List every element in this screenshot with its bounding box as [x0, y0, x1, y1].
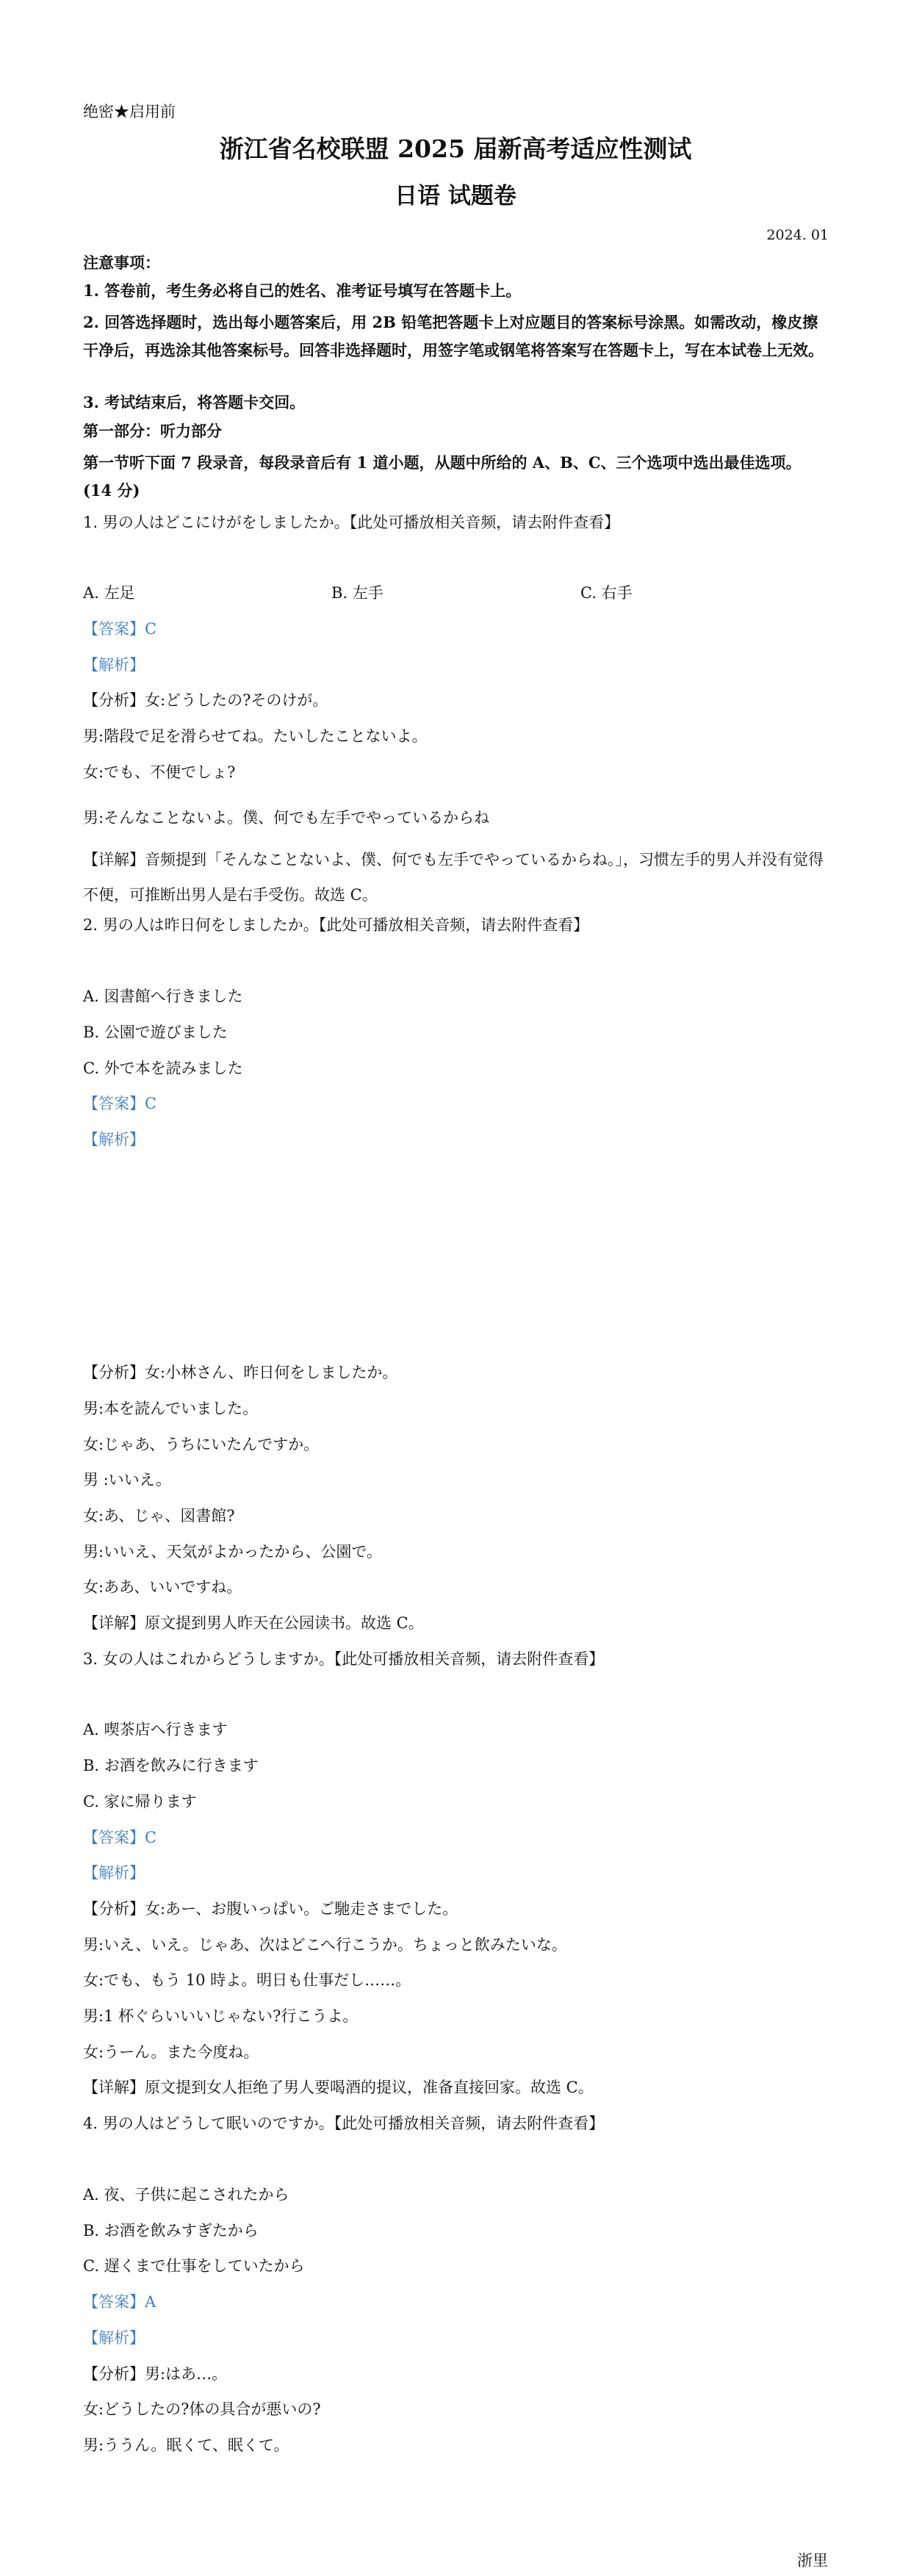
q2-dialogue-5: 女:あ、じゃ、図書館?: [83, 1507, 235, 1525]
q4-fenxi: 【分析】男:はあ…。: [83, 2365, 228, 2383]
q1-dialogue-3: 女:でも、不便でしょ?: [83, 763, 236, 781]
q1-analysis-label: 【解析】: [83, 656, 145, 674]
q2-dialogue-6: 男:いいえ、天気がよかったから、公園で。: [83, 1543, 382, 1561]
answer-value: A: [145, 2293, 156, 2311]
q2-fenxi: 【分析】女:小林さん、昨日何をしましたか。: [83, 1364, 398, 1381]
q4-option-b: B. お酒を飲みすぎたから: [83, 2222, 259, 2239]
q3-option-a: A. 喫茶店へ行きます: [83, 1721, 228, 1738]
answer-label: 【答案】: [83, 1829, 145, 1846]
part1-heading: 第一部分：听力部分: [83, 422, 222, 440]
q4-dialogue-2: 女:どうしたの?体の具合が悪いの?: [83, 2400, 321, 2418]
q4-option-c: C. 遅くまで仕事をしていたから: [83, 2257, 305, 2275]
q1-dialogue-2: 男:階段で足を滑らせてね。たいしたことないよ。: [83, 727, 428, 745]
question-3-text: 3. 女の人はこれからどうしますか。: [83, 1650, 334, 1668]
q4-dialogue-3: 男:ううん。眠くて、眠くて。: [83, 2436, 289, 2454]
answer-label: 【答案】: [83, 1095, 145, 1112]
part1-section1: 第一节听下面 7 段录音，每段录音后有 1 道小题，从题中所给的 A、B、C、三个选项中选出最佳选项。(14 分): [83, 453, 802, 500]
answer-label: 【答案】: [83, 620, 145, 638]
q2-option-c: C. 外で本を読みました: [83, 1059, 243, 1077]
q2-dialogue-7: 女:ああ、いいですね。: [83, 1578, 242, 1596]
q2-analysis-label: 【解析】: [83, 1131, 145, 1148]
answer-label: 【答案】: [83, 2293, 145, 2311]
exam-subtitle: 日语 试题卷: [395, 183, 516, 209]
q3-dialogue-5: 女:うーん。また今度ね。: [83, 2043, 259, 2061]
q1-fenxi: 【分析】女:どうしたの?そのけが。: [83, 691, 328, 709]
answer-value: C: [145, 1829, 157, 1846]
audio-note: 【此处可播放相关音频，请去附件查看】: [334, 1650, 605, 1668]
audio-note: 【此处可播放相关音频，请去附件查看】: [318, 916, 589, 934]
question-2-text: 2. 男の人は昨日何をしましたか。: [83, 916, 319, 934]
q1-option-b: B. 左手: [331, 584, 384, 602]
question-1-text: 1. 男の人はどこにけがをしましたか。: [83, 514, 350, 531]
answer-value: C: [145, 620, 157, 638]
audio-note: 【此处可播放相关音频，请去附件查看】: [334, 2115, 605, 2132]
q2-dialogue-2: 男:本を読んでいました。: [83, 1400, 259, 1417]
notice-item-1: 1. 答卷前，考生务必将自己的姓名、准考证号填写在答题卡上。: [83, 281, 522, 300]
q3-dialogue-3: 女:でも、もう 10 時よ。明日も仕事だし……。: [83, 1971, 411, 1989]
q2-option-b: B. 公園で遊びました: [83, 1023, 228, 1041]
question-2: [83, 914, 588, 936]
q3-fenxi: 【分析】女:あー、お腹いっぱい。ご馳走さまでした。: [83, 1900, 458, 1918]
exam-date: 2024. 01: [766, 227, 829, 243]
q2-dialogue-4: 男 :いいえ。: [83, 1471, 172, 1489]
q3-dialogue-2: 男:いえ、いえ。じゃあ、次はどこへ行こうか。ちょっと飲みたいな。: [83, 1936, 567, 1954]
q3-analysis-label: 【解析】: [83, 1864, 145, 1882]
q2-dialogue-3: 女:じゃあ、うちにいたんですか。: [83, 1436, 320, 1453]
notice-item-2: 2. 回答选择题时，选出每小题答案后，用 2B 铅笔把答题卡上对应题目的答案标号涂黑。如需改动，橡皮擦干净后，再选涂其他答案标号。回答非选择题时，用签字笔或钢笔将答案写在答题卡上，写在本试卷上无效。: [83, 313, 824, 359]
audio-note: 【此处可播放相关音频，请去附件查看】: [349, 514, 620, 531]
q1-option-a: A. 左足: [83, 584, 135, 602]
q1-detail: 【详解】音频提到「そんなことないよ、僕、何でも左手でやっているからね。」，习惯左手的男人并没有觉得不便，可推断出男人是右手受伤。故选 C。: [83, 851, 824, 904]
question-4-text: 4. 男の人はどうして眠いのですか。: [83, 2115, 334, 2132]
q1-answer: [83, 618, 156, 640]
q4-answer: [83, 2291, 156, 2313]
q3-dialogue-4: 男:1 杯ぐらいいいじゃない?行こうよ。: [83, 2007, 359, 2025]
q1-option-c: C. 右手: [580, 584, 633, 602]
q3-option-c: C. 家に帰ります: [83, 1793, 197, 1810]
q3-option-b: B. お酒を飲みに行きます: [83, 1757, 259, 1774]
notice-heading: 注意事项：: [83, 253, 160, 272]
exam-title: 浙江省名校联盟 2025 届新高考适应性测试: [219, 134, 692, 163]
q3-detail: 【详解】原文提到女人拒绝了男人要喝酒的提议，准备直接回家。故选 C。: [83, 2079, 594, 2096]
page-footer: 浙里: [797, 2552, 828, 2569]
q1-dialogue-4: 男:そんなことないよ。僕、何でも左手でやっているからね: [83, 809, 490, 827]
q2-answer: [83, 1093, 156, 1115]
question-3: [83, 1648, 604, 1670]
q4-analysis-label: 【解析】: [83, 2329, 145, 2347]
q2-detail: 【详解】原文提到男人昨天在公园读书。故选 C。: [83, 1614, 424, 1632]
secret-label: 绝密★启用前: [83, 103, 176, 120]
q2-option-a: A. 図書館へ行きました: [83, 987, 243, 1005]
answer-value: C: [145, 1095, 157, 1112]
question-4: [83, 2112, 604, 2134]
q3-answer: [83, 1827, 156, 1849]
question-1: [83, 511, 619, 533]
q4-option-a: A. 夜、子供に起こされたから: [83, 2186, 289, 2203]
notice-item-3: 3. 考试结束后，将答题卡交回。: [83, 393, 306, 411]
